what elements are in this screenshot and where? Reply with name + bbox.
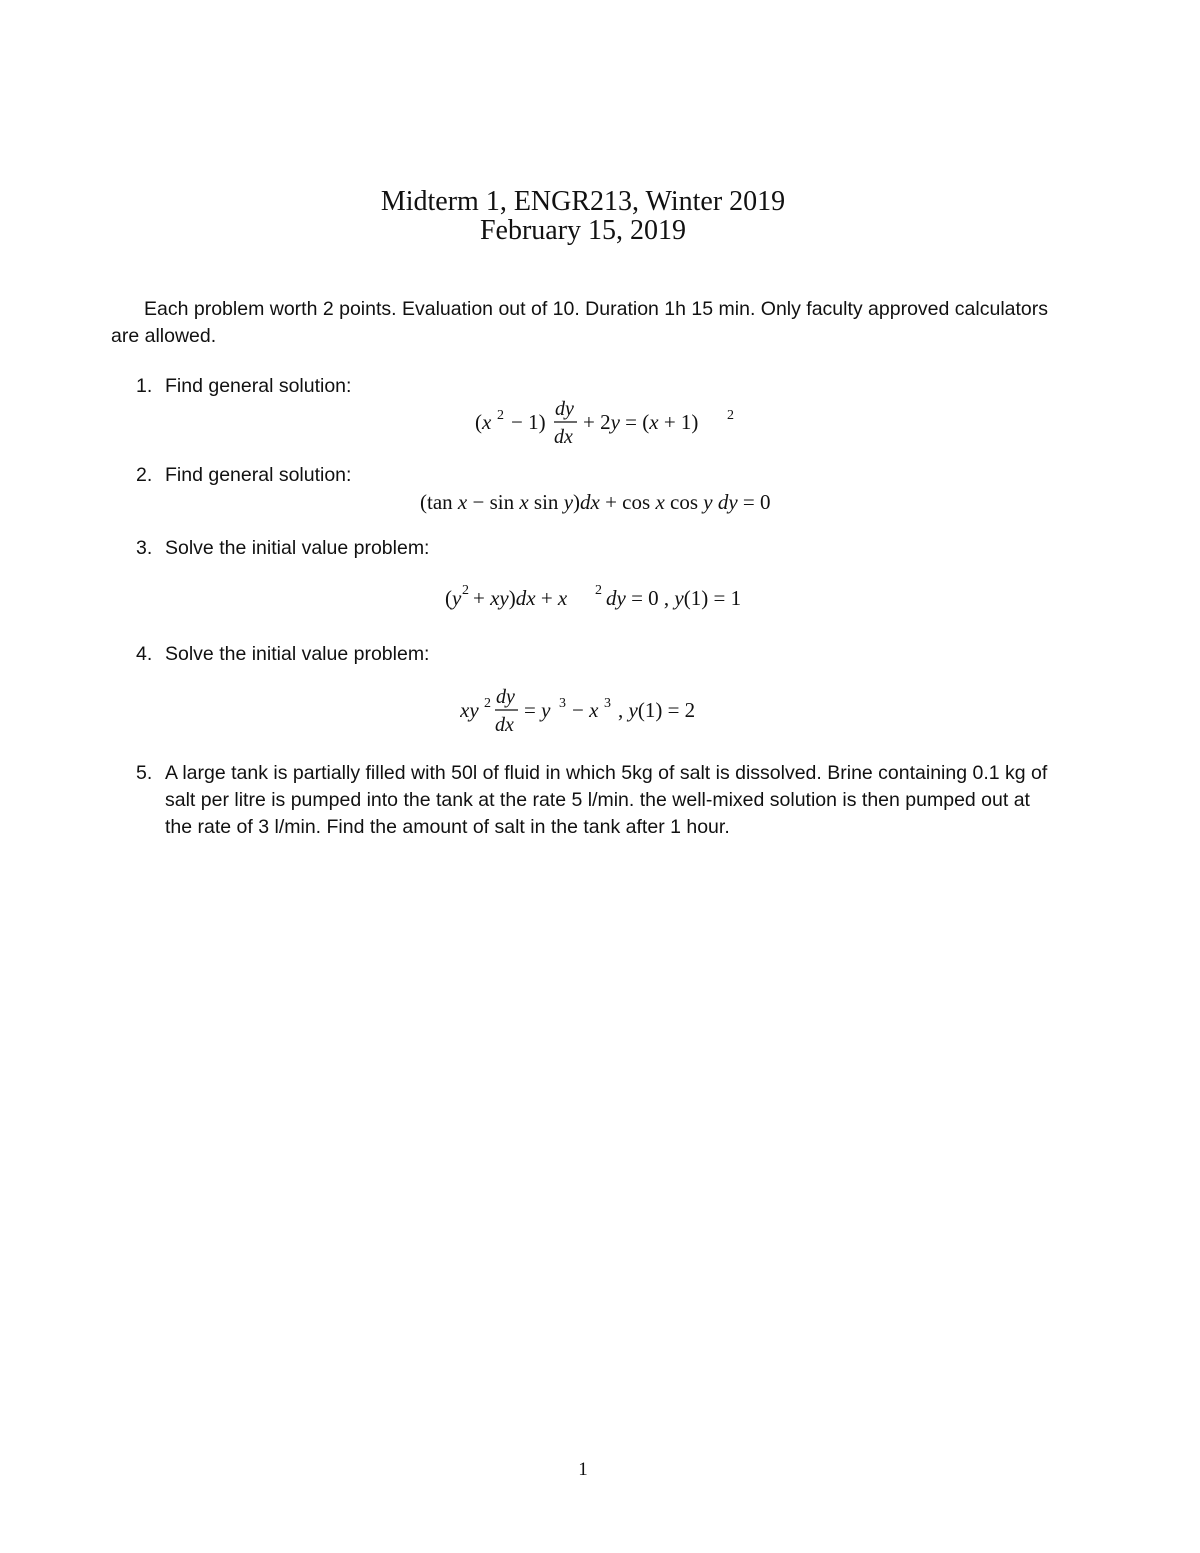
problem-1-prompt: Find general solution: <box>165 375 352 397</box>
svg-text:(y: (y <box>445 586 462 610</box>
svg-text:2: 2 <box>595 583 602 598</box>
equation-3-graphic <box>445 581 795 615</box>
svg-text:dx: dx <box>495 714 514 736</box>
problem-2-number: 2. <box>136 464 153 486</box>
svg-text:= y: = y <box>524 698 551 722</box>
problem-3-number: 3. <box>136 537 153 559</box>
svg-text:dy: dy <box>496 686 515 708</box>
equation-4-graphic <box>460 683 780 739</box>
svg-text:+ xy)dx + x: + xy)dx + x <box>473 586 568 610</box>
svg-text:− x: − x <box>572 698 599 722</box>
problem-2-prompt: Find general solution: <box>165 464 352 486</box>
svg-text:dy: dy <box>555 398 574 420</box>
svg-text:3: 3 <box>559 696 566 711</box>
svg-text:2: 2 <box>484 696 491 711</box>
equation-2-graphic <box>420 485 820 519</box>
problem-3-equation <box>0 581 1200 615</box>
svg-text:2: 2 <box>462 583 469 598</box>
svg-text:2: 2 <box>497 408 504 423</box>
problem-5-prompt: A large tank is partially filled with 50l of fluid in which 5kg of salt is dissolved. Brine containing 0.1 kg of salt per litre is pumped into the tank at the rate 5 l/min. the well-mixed solution is then pumped out at the rate of 3 l/min. Find the amount of salt in the tank after 1 hour. <box>165 762 1048 838</box>
svg-text:(x: (x <box>475 410 492 434</box>
problem-3-prompt: Solve the initial value problem: <box>165 537 430 559</box>
page-number: 1 <box>578 1459 588 1480</box>
problem-2-equation <box>0 485 1200 519</box>
svg-text:, y(1) = 2: , y(1) = 2 <box>618 698 696 722</box>
problem-5-number: 5. <box>136 762 153 784</box>
page-date: February 15, 2019 <box>479 215 687 246</box>
equation-1-graphic <box>475 395 765 451</box>
problem-1-number: 1. <box>136 375 153 397</box>
problem-4-equation <box>0 683 1200 739</box>
svg-text:+ 2y = (x + 1): + 2y = (x + 1) <box>583 410 699 434</box>
svg-text:− 1): − 1) <box>511 410 546 434</box>
problem-4-number: 4. <box>136 643 153 665</box>
svg-text:2: 2 <box>727 408 734 423</box>
svg-text:dy = 0 , y(1) = 1: dy = 0 , y(1) = 1 <box>606 586 742 610</box>
svg-text:dx: dx <box>554 426 573 448</box>
svg-text:xy: xy <box>460 698 479 722</box>
problem-1-equation <box>0 395 1200 451</box>
svg-text:(tan x − sin x sin y)dx + cos: (tan x − sin x sin y)dx + cos x cos y dy = 0 <box>420 490 771 514</box>
instructions-paragraph: Each problem worth 2 points. Evaluation out of 10. Duration 1h 15 min. Only faculty approved calculators are allowed. <box>111 298 1048 347</box>
page-title: Midterm 1, ENGR213, Winter 2019 <box>380 186 786 217</box>
problem-4-prompt: Solve the initial value problem: <box>165 643 430 665</box>
svg-text:3: 3 <box>604 696 611 711</box>
